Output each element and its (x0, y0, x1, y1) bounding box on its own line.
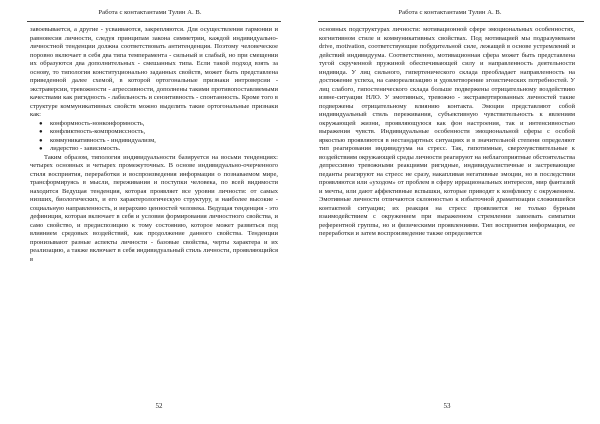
list-item (39, 136, 278, 146)
bullet-icon: ● (39, 129, 43, 136)
left-paragraph-2: Таким образом, типология индивидуальности базируется на восьми тенденциях: четырех основных и четырех промежуточных. В основе индивидуально-очерченного стиля восприятия, переработки и воспроизведения информации о познаваемом мире, трансформируясь в мысли, переживания и поступки человека, по всей видимости находится Ведущая тенденция, которая проявляет все уровни личности: от самых низших, биологических, и его характерологическую структуру, и наиболее высокие - социальную направленность, и иерархию ценностей человека. Ведущая тенденция - это дефиниция, которая включает в себя и условия формирования личностного свойства, и само свойство, и предиспозицию к тому состоянию, которое может развиться под влиянием средовых воздействий, как продолжение данного свойства. Тенденции пронизывают разные аспекты личности - базовые свойства, черты характера и их реализацию, а также включает в себя индивидуальный стиль личности, проявляющийся в (30, 153, 278, 263)
right-paragraph-1: основных подструктурах личности: мотивационной сфере эмоциональных особенностях, когнитивном стиле и коммуникативных свойствах. Под мотивацией мы подразумеваем drive, motivation, соответствующие побудительной силе, лежащей в основе устремлений и действий индивидуума. Соответственно, мотивационная сфера может быть представлена тугой скрученной пружиной обеспечивающей силу и направленность деятельности индивида. У лиц сильного, гипертенического склада преобладает направленность на достижение успеха, на самореализацию и удовлетворение эгоистических потребностей. У лиц слабого, гипостенического склада больше подвержены отрицательному воздействию извне-ситуации НЛО. У эмотивных, тревожно - экстравертированных личностей такие подвержены отрицательному влиянию контакта. Эмоции представляют собой индивидуальный стиль переживания, субъективную чувствительность к явлениям окружающей жизни, проявляющуюся как фон настроения, так и интенсивностью выражения чувств. Индивидуальные особенности эмоциональной сферы с особой яркостью проявляются в нестандартных ситуациях и в значительной степени определяют тип реагирования индивидуума на стресс. Так, гипотимные, сверхчувствительные к воздействиям окружающей среды личности реагируют на неблагоприятные обстоятельства депрессивно тревожными реакциями ригидные, индивидуалистичные и застревающие педанты реагируют на стресс не сразу, накапливая негативные эмоции, но в последствии проявляются или «уходом» от проблем в сферу иррациональных интересов, мир фантазий и мечты, или дают аффективные вспышки, которые приводят к конфликту с окружением. Эмотивные личности отличаются склонностью к избыточной драматизации сложившейся контактной ситуации; их реакция на стресс проявляется не только бурным взаимодействием с окружением при выраженном стремлении завоевать симпатии референтной группы, но и физическими проявлениями. Тип восприятия информации, ее переработки и затем воспроизведение также определяется (319, 26, 575, 238)
list-item (39, 145, 278, 154)
right-page (300, 0, 600, 424)
right-page-number: 53 (443, 402, 451, 410)
right-page-header: Работа с контактантами Тулин А. В. (398, 9, 502, 16)
bullet-icon: ● (39, 137, 43, 144)
list-item-text: конформность-нонконформность, (50, 119, 145, 127)
list-item-text: коммуникативность - индивидуализм, (50, 136, 156, 144)
right-page-body (319, 26, 575, 239)
list-item (39, 119, 278, 129)
left-page-body (30, 26, 278, 264)
left-page-number: 52 (155, 402, 163, 410)
bullet-icon: ● (39, 146, 43, 153)
left-header-rule (27, 21, 281, 22)
list-item-text: конфликтность-компромиссность, (50, 128, 146, 136)
left-paragraph-1: завоевывается, а другие - усваиваются, закрепляются. Для осуществления гармонии и равновесия личности, следуя принципам закона симметрии, каждой индивидуально-личностной тенденции должна соответствовать антитенденция. Поэтому человеческое поровно включает в себя два типа темперамента - сильный и слабый, но при смещении их образуются два дополнительных - смешанных типа. Если такой подход взять за основу, то типология конституционально заданных свойств, может быть представлена приведенной далее схемой, в которой ортогональные признаки интроверсии - экстраверсии, тревожности - агрессивности, дополнены такими противопоставляемыми качествами как ригидность - лабильность и сензитивность - спонтанность. Кроме того в структуре коммуникативных свойств можно выделить такие ортогональные признаки как: (30, 26, 278, 119)
right-header-rule (318, 21, 584, 22)
list-item (39, 128, 278, 137)
left-page-header: Работа с контактантами Тулин А. В. (98, 9, 202, 16)
list-item-text: лидерство - зависимость. (50, 145, 121, 153)
trait-list (30, 120, 278, 154)
bullet-icon: ● (39, 120, 43, 127)
